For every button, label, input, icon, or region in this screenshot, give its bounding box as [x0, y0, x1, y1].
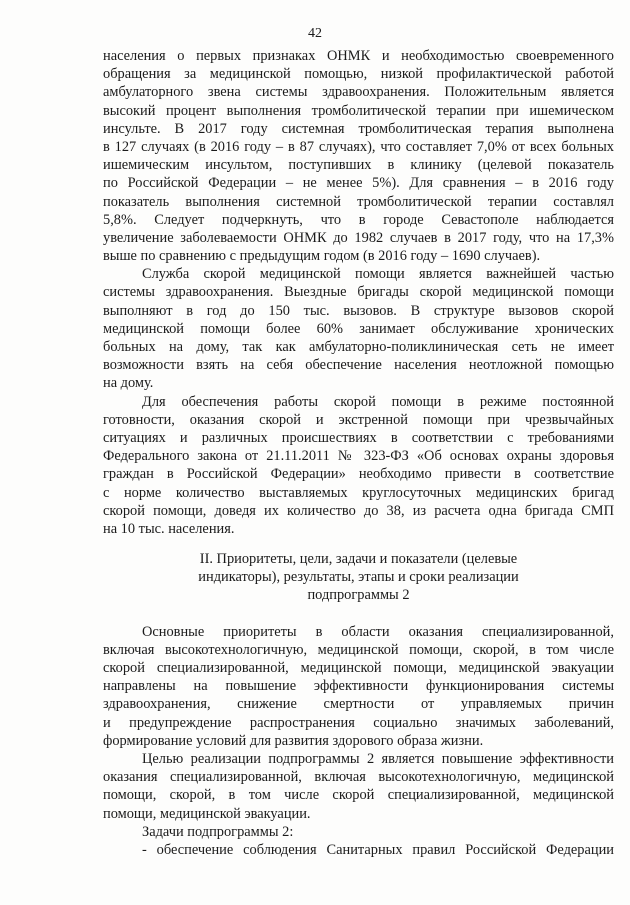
text-line: амбулаторного звена системы здравоохранения. Положительным является [103, 84, 614, 101]
document-body [103, 47, 614, 859]
text-line: Целью реализации подпрограммы 2 является повышение эффективности [142, 750, 614, 767]
text-line: скорой помощи, доведя их количество до 38, из расчета одна бригада СМП [103, 502, 614, 519]
heading-line: подпрограммы 2 [307, 587, 410, 604]
paragraph-ambulance-readiness [103, 393, 614, 539]
text-line: ситуациях и различных происшествиях в соответствии с требованиями [103, 429, 614, 446]
paragraph-tasks-heading [103, 823, 614, 841]
text-line: показатель выполнения системной тромболитической терапии составлял [103, 193, 614, 210]
paragraph-task-item [103, 841, 614, 859]
paragraph-goal [103, 750, 614, 823]
text-line: и предупреждение распространения социально значимых заболеваний, [103, 714, 614, 731]
text-line: готовности, оказания скорой и экстренной помощи при чрезвычайных [103, 411, 614, 428]
text-line: направлены на повышение эффективности функционирования системы [103, 678, 614, 695]
text-line: с норме количество выставляемых круглосуточных медицинских бригад [103, 484, 614, 501]
text-line: формирование условий для развития здорового образа жизни. [103, 732, 484, 749]
text-line: 5,8%. Следует подчеркнуть, что в городе Севастополе наблюдается [103, 211, 614, 228]
text-line: помощи, скорой, в том числе скорой специализированной, медицинской [103, 787, 614, 804]
text-line: граждан в Российской Федерации» необходимо привести в соответствие [103, 466, 614, 483]
paragraph-ambulance-service [103, 265, 614, 392]
text-line: Задачи подпрограммы 2: [142, 823, 294, 840]
text-line: обращения за медицинской помощью, низкой профилактической работой [103, 66, 614, 83]
text-line: выполняют в год до 150 тыс. вызовов. В структуре вызовов скорой [103, 302, 614, 319]
text-line: на 10 тыс. населения. [103, 520, 235, 537]
text-line: больных на дому, так как амбулаторно-поликлиническая сеть не имеет [103, 339, 614, 355]
text-line: Для обеспечения работы скорой помощи в режиме постоянной [142, 393, 614, 410]
text-line: здравоохранения, снижение смертности от управляемых причин [103, 696, 614, 713]
text-line: - обеспечение соблюдения Санитарных правил Российской Федерации [142, 841, 614, 858]
text-line: включая высокотехнологичную, медицинской помощи, скорой, в том числе [103, 641, 614, 658]
text-line: Федерального закона от 21.11.2011 № 323-ФЗ «Об основах охраны здоровья [103, 448, 614, 465]
text-line: увеличение заболеваемости ОНМК до 1982 случаев в 2017 году, что на 17,3% [103, 229, 614, 246]
heading-line: II. Приоритеты, цели, задачи и показатели (целевые [199, 551, 518, 568]
text-line: Служба скорой медицинской помощи является важнейшей частью [142, 266, 614, 283]
text-line: помощи, медицинской эвакуации. [103, 805, 311, 822]
text-line: высокий процент выполнения тромболитической терапии при ишемическом [103, 102, 614, 119]
text-line: инсульте. В 2017 году системная тромболитическая терапия выполнена [103, 120, 614, 137]
page-number: 42 [308, 26, 322, 41]
text-line: медицинской помощи более 60% занимает обслуживание хронических [103, 320, 614, 337]
text-line: ишемическим инсультом, поступивших в клинику (целевой показатель [103, 157, 614, 174]
text-line: системы здравоохранения. Выездные бригады скорой медицинской помощи [103, 284, 614, 301]
paragraph-onmk-statistics [103, 47, 614, 265]
text-line: населения о первых признаках ОНМК и необходимостью своевременного [103, 48, 614, 64]
text-line: по Российской Федерации – не менее 5%). Для сравнения – в 2016 году [103, 175, 614, 192]
text-line: Основные приоритеты в области оказания специализированной, [142, 623, 614, 640]
heading-line: индикаторы), результаты, этапы и сроки реализации [198, 569, 519, 586]
text-line: выше по сравнению с предыдущим годом (в 2016 году – 1690 случаев). [103, 248, 541, 265]
section-heading [103, 550, 614, 605]
text-line: на дому. [103, 375, 154, 392]
paragraph-priorities [103, 623, 614, 750]
text-line: в 127 случаях (в 2016 году – в 87 случаях), что составляет 7,0% от всех больных [103, 138, 614, 155]
text-line: оказания специализированной, включая высокотехнологичную, медицинской [103, 769, 614, 786]
text-line: возможности взять на себя обеспечение населения неотложной помощью [103, 357, 614, 374]
text-line: скорой специализированной, медицинской помощи, медицинской эвакуации [103, 660, 614, 676]
